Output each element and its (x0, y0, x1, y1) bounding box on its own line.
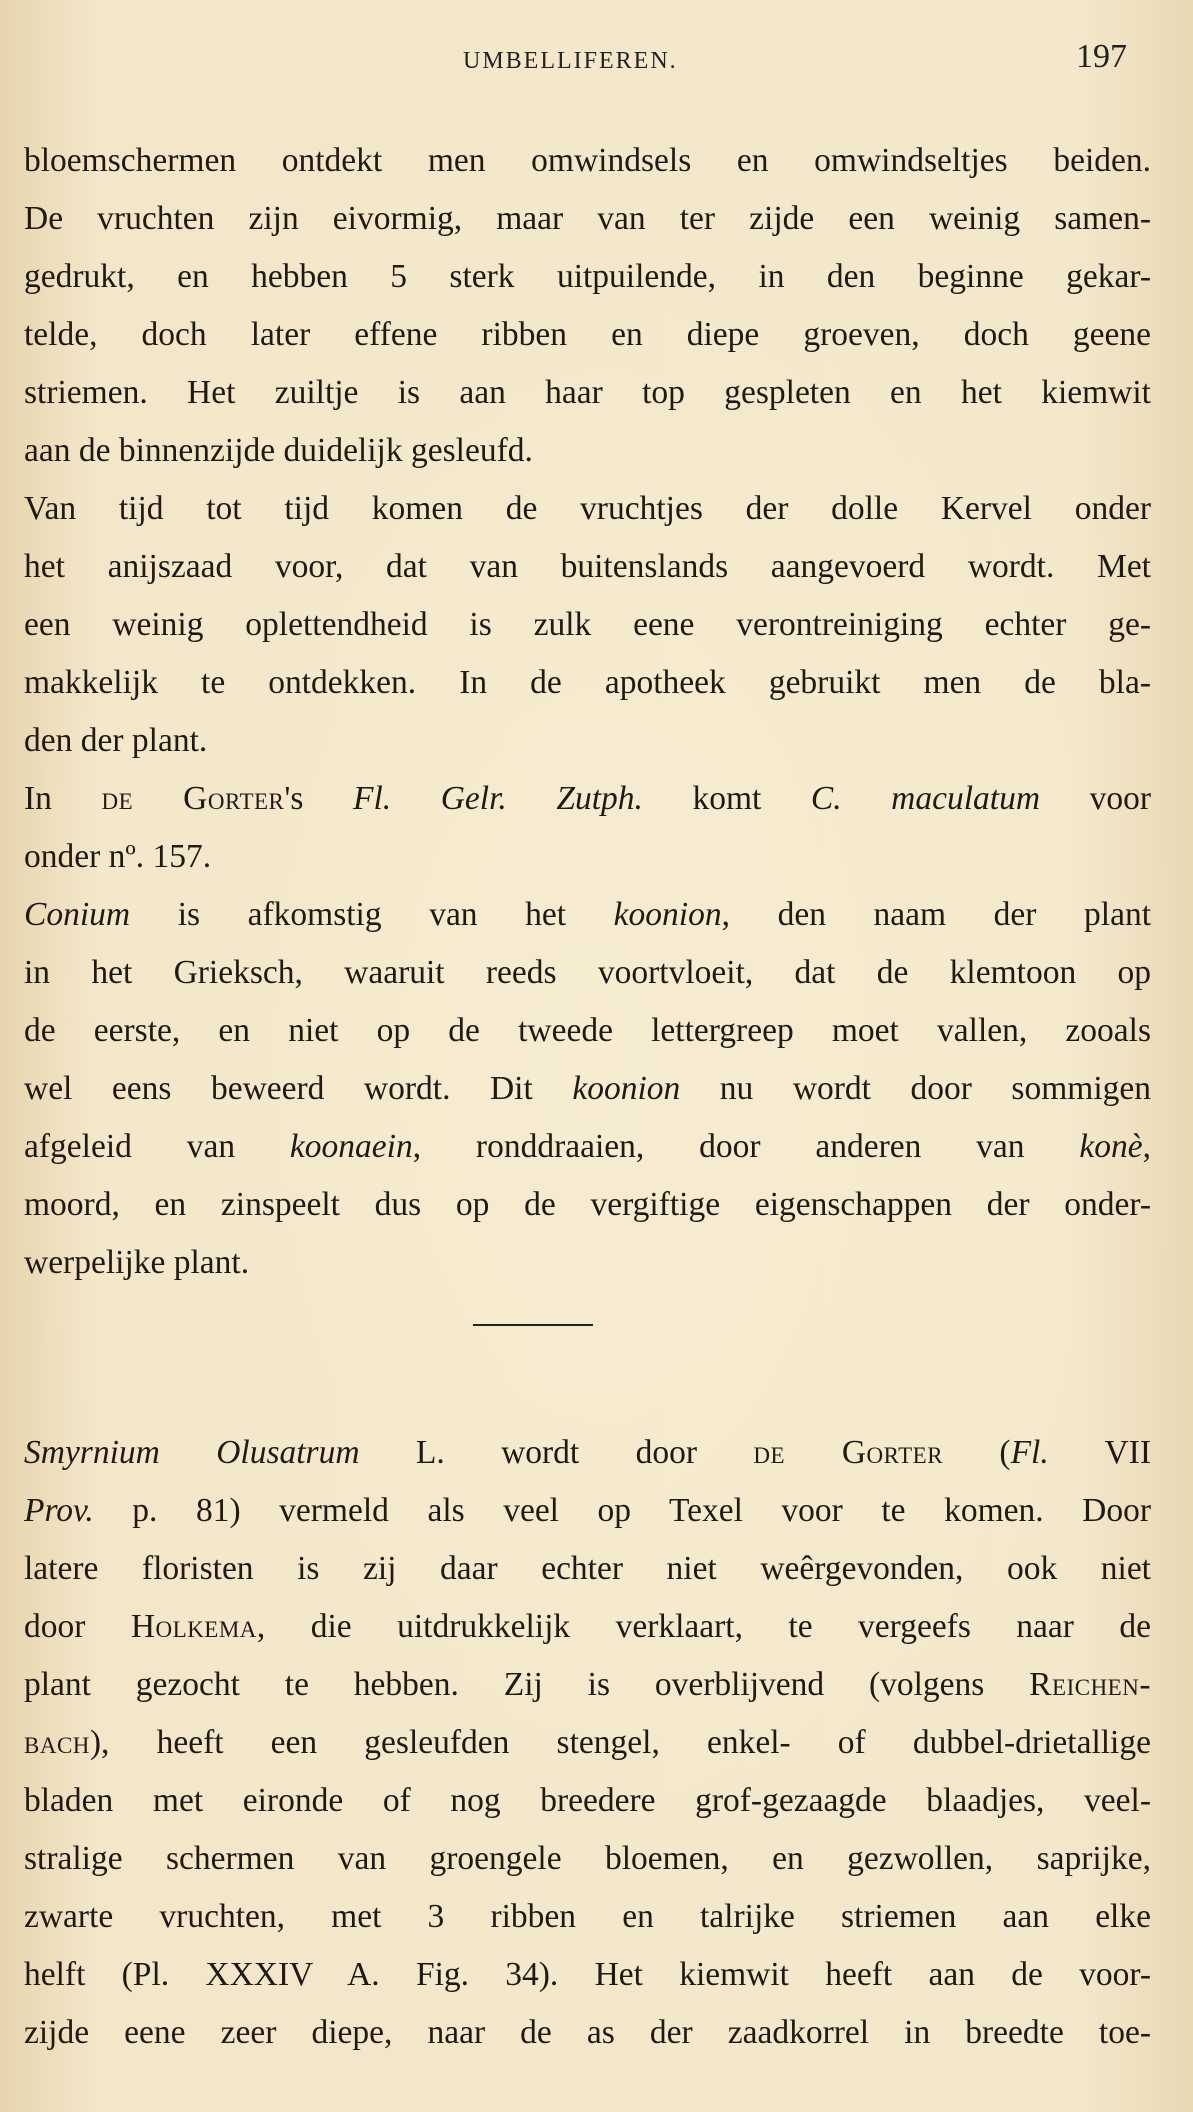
text-line: de eerste, en niet op de tweede lettergreep moet vallen, zooals (24, 1012, 1151, 1049)
text-run: voor (1040, 780, 1152, 817)
text-run: afgeleid van (24, 1128, 290, 1165)
text-line: telde, doch later effene ribben en diepe groeven, doch geene (24, 316, 1151, 353)
text-line: striemen. Het zuiltje is aan haar top gespleten en het kiemwit (24, 374, 1151, 411)
page-body-section-2 (24, 1424, 1151, 2062)
author-name: bach (24, 1724, 90, 1761)
text-line (24, 886, 1151, 944)
text-line (24, 1598, 1151, 1656)
paragraph (24, 1424, 1151, 2062)
italic-species: Smyrnium Olusatrum (24, 1434, 360, 1471)
text-line (24, 1714, 1151, 1772)
text-line: het anijszaad voor, dat van buitenslands aangevoerd wordt. Met (24, 548, 1151, 585)
text-line: latere floristen is zij daar echter niet weêrgevonden, ook niet (24, 1550, 1151, 1587)
text-run: is afkomstig van het (130, 896, 614, 933)
text-run: , (1142, 1128, 1152, 1165)
text-line: onder nº. 157. (24, 838, 212, 875)
text-line: moord, en zinspeelt dus op de vergiftige eigenschappen der onder- (24, 1186, 1151, 1223)
text-line (24, 1424, 1151, 1482)
text-line: bloemschermen ontdekt men omwindsels en omwindseltjes beiden. (24, 142, 1151, 179)
page-body (24, 132, 1151, 1292)
italic-genus: Conium (24, 896, 131, 933)
text-line: Van tijd tot tijd komen de vruchtjes der dolle Kervel onder (24, 490, 1151, 527)
italic-word: koonaein (289, 1128, 413, 1165)
text-line: bladen met eironde of nog breedere grof-gezaagde blaadjes, veel- (24, 1782, 1151, 1819)
text-run: komt (642, 780, 811, 817)
text-run: wel eens beweerd wordt. Dit (24, 1070, 573, 1107)
text-line: zijde eene zeer diepe, naar de as der zaadkorrel in breedte toe- (24, 2014, 1151, 2051)
italic-title: Fl. Gelr. Zutph. (353, 780, 643, 817)
text-run: VII (1048, 1434, 1151, 1471)
section-divider (473, 1324, 593, 1326)
paragraph (24, 770, 1151, 886)
text-line: makkelijk te ontdekken. In de apotheek gebruikt men de bla- (24, 664, 1151, 701)
text-run: nu wordt door sommigen (680, 1070, 1152, 1107)
text-line: een weinig oplettendheid is zulk eene verontreiniging echter ge- (24, 606, 1151, 643)
text-line (24, 1118, 1151, 1176)
page-number: 197 (1076, 38, 1127, 75)
paragraph (24, 132, 1151, 480)
text-run: ), heeft een gesleufden stengel, enkel- of dubbel-drietallige (89, 1724, 1151, 1761)
italic-title: Prov. (24, 1492, 94, 1529)
running-head: UMBELLIFEREN. (463, 48, 678, 74)
text-run: p. 81) vermeld als veel op Texel voor te komen. Door (93, 1492, 1151, 1529)
text-run: , ronddraaien, door anderen van (412, 1128, 1080, 1165)
italic-word: koonion (613, 896, 722, 933)
text-line: aan de binnenzijde duidelijk gesleufd. (24, 432, 533, 469)
page-header (0, 40, 1193, 86)
paragraph (24, 886, 1151, 1292)
author-name: de Gorter (753, 1434, 944, 1471)
italic-species: C. maculatum (810, 780, 1041, 817)
text-line: stralige schermen van groengele bloemen, en gezwollen, saprijke, (24, 1840, 1151, 1877)
text-line: gedrukt, en hebben 5 sterk uitpuilende, in den beginne gekar- (24, 258, 1151, 295)
text-line: werpelijke plant. (24, 1244, 250, 1281)
text-run: In (24, 780, 102, 817)
text-run: , den naam der plant (721, 896, 1151, 933)
author-name: Holkema (130, 1608, 257, 1645)
text-line (24, 1656, 1151, 1714)
text-line: zwarte vruchten, met 3 ribben en talrijke striemen aan elke (24, 1898, 1151, 1935)
text-line (24, 770, 1151, 828)
text-line: in het Grieksch, waaruit reeds voortvloeit, dat de klemtoon op (24, 954, 1151, 991)
paragraph (24, 480, 1151, 770)
italic-word: konè (1079, 1128, 1143, 1165)
author-name: de Gorter (101, 780, 285, 817)
text-run: , die uitdrukkelijk verklaart, te vergeefs naar de (256, 1608, 1152, 1645)
text-run: L. wordt door (359, 1434, 754, 1471)
text-line (24, 1482, 1151, 1540)
italic-word: koonion (572, 1070, 681, 1107)
italic-title: Fl. (1010, 1434, 1049, 1471)
text-run: door (24, 1608, 131, 1645)
text-run: 's (284, 780, 354, 817)
text-run: plant gezocht te hebben. Zij is overblijvend (volgens (24, 1666, 1030, 1703)
author-name: Reichen- (1029, 1666, 1151, 1703)
text-line: De vruchten zijn eivormig, maar van ter zijde een weinig samen- (24, 200, 1151, 237)
text-line (24, 1060, 1151, 1118)
text-run: ( (943, 1434, 1011, 1471)
text-line: helft (Pl. XXXIV A. Fig. 34). Het kiemwit heeft aan de voor- (24, 1956, 1151, 1993)
text-line: den der plant. (24, 722, 208, 759)
